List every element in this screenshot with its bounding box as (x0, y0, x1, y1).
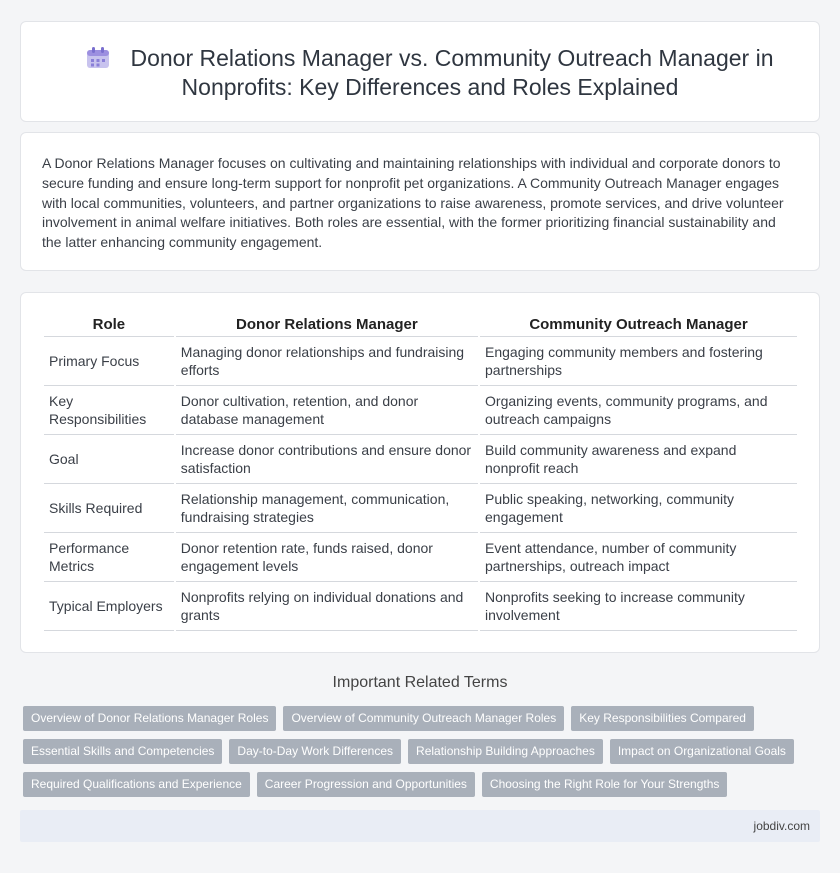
row-label: Goal (44, 435, 174, 484)
comparison-card (20, 292, 820, 653)
outreach-cell: Nonprofits seeking to increase community involvement (480, 582, 797, 631)
footer-bar (20, 810, 820, 842)
table-row (44, 582, 797, 631)
intro-card (20, 132, 820, 271)
outreach-cell: Build community awareness and expand nonprofit reach (480, 435, 797, 484)
outreach-cell: Engaging community members and fostering partnerships (480, 337, 797, 386)
tag-link[interactable]: Choosing the Right Role for Your Strengths (482, 772, 727, 797)
calendar-icon (86, 47, 110, 69)
table-header-row (44, 313, 797, 337)
comparison-table (42, 313, 799, 631)
donor-cell: Managing donor relationships and fundraising efforts (176, 337, 478, 386)
row-label: Primary Focus (44, 337, 174, 386)
table-row (44, 533, 797, 582)
outreach-cell: Public speaking, networking, community engagement (480, 484, 797, 533)
tag-link[interactable]: Career Progression and Opportunities (257, 772, 475, 797)
tag-row (23, 706, 823, 731)
intro-paragraph: A Donor Relations Manager focuses on cultivating and maintaining relationships with individual and corporate donors to secure funding and ensure long-term support for nonprofit pet organizations. A Community Outreach Manager engages with local communities, volunteers, and partner organizations to raise awareness, promote services, and drive volunteer involvement in animal welfare initiatives. Both roles are essential, with the former prioritizing financial sustainability and the latter enhancing community engagement. (42, 155, 784, 251)
tag-link[interactable]: Overview of Community Outreach Manager Roles (283, 706, 564, 731)
tag-link[interactable]: Required Qualifications and Experience (23, 772, 250, 797)
outreach-cell: Organizing events, community programs, and outreach campaigns (480, 386, 797, 435)
related-terms-tags (23, 706, 823, 805)
row-label: Typical Employers (44, 582, 174, 631)
header-community-outreach: Community Outreach Manager (480, 313, 797, 337)
tag-link[interactable]: Impact on Organizational Goals (610, 739, 794, 764)
outreach-cell: Event attendance, number of community partnerships, outreach impact (480, 533, 797, 582)
tag-row (23, 772, 823, 797)
table-row (44, 386, 797, 435)
footer-site-link[interactable]: jobdiv.com (753, 819, 810, 833)
title-card (20, 21, 820, 122)
table-row (44, 484, 797, 533)
donor-cell: Nonprofits relying on individual donations and grants (176, 582, 478, 631)
tag-row (23, 739, 823, 764)
table-row (44, 435, 797, 484)
header-donor-relations: Donor Relations Manager (176, 313, 478, 337)
row-label: Key Responsibilities (44, 386, 174, 435)
header-role: Role (44, 313, 174, 337)
donor-cell: Donor retention rate, funds raised, donor engagement levels (176, 533, 478, 582)
page-title: Donor Relations Manager vs. Community Outreach Manager in Nonprofits: Key Differences and Roles Explained (130, 45, 774, 100)
tag-link[interactable]: Relationship Building Approaches (408, 739, 603, 764)
tag-link[interactable]: Key Responsibilities Compared (571, 706, 754, 731)
donor-cell: Increase donor contributions and ensure donor satisfaction (176, 435, 478, 484)
tag-link[interactable]: Essential Skills and Competencies (23, 739, 222, 764)
row-label: Skills Required (44, 484, 174, 533)
donor-cell: Donor cultivation, retention, and donor database management (176, 386, 478, 435)
tag-link[interactable]: Day-to-Day Work Differences (229, 739, 401, 764)
table-row (44, 337, 797, 386)
page-title-wrap (61, 44, 799, 102)
row-label: Performance Metrics (44, 533, 174, 582)
related-terms-heading: Important Related Terms (332, 674, 508, 691)
donor-cell: Relationship management, communication, fundraising strategies (176, 484, 478, 533)
tag-link[interactable]: Overview of Donor Relations Manager Roles (23, 706, 276, 731)
